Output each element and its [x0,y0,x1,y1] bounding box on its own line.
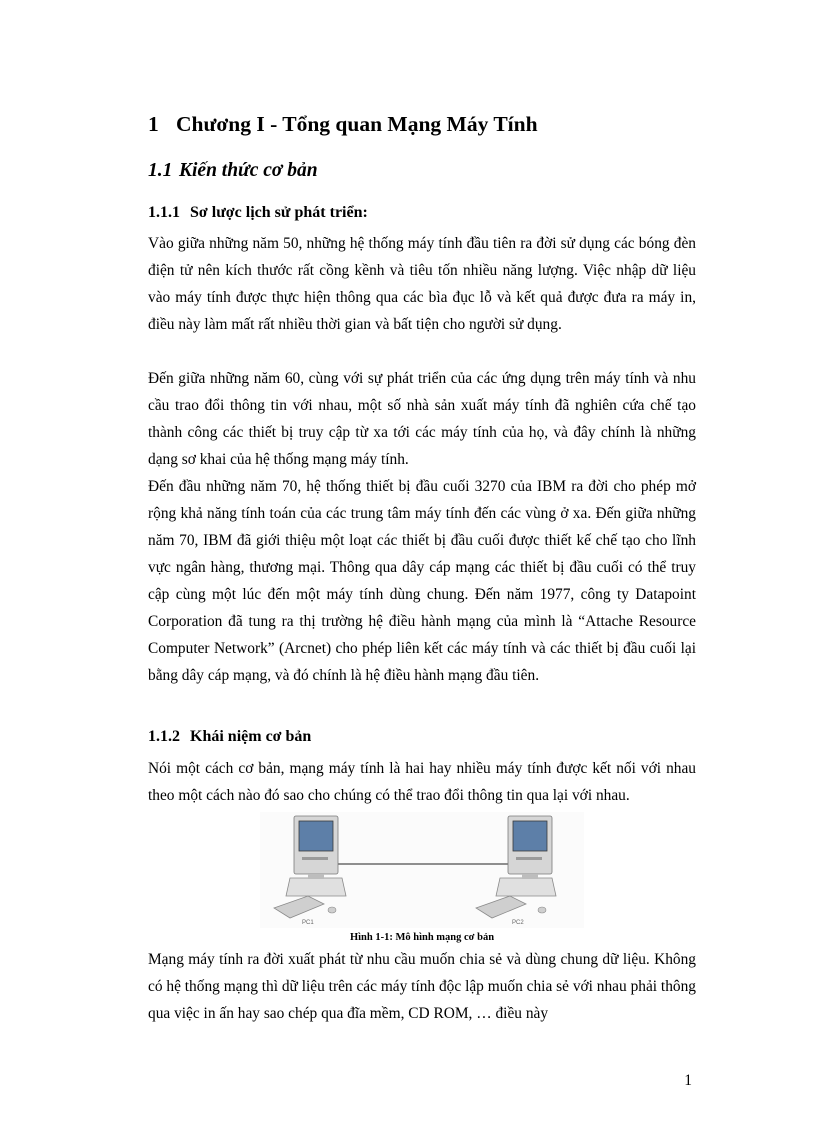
subsection-title: Khái niệm cơ bản [190,728,312,745]
network-diagram [260,812,584,928]
chapter-title: Chương I - Tổng quan Mạng Máy Tính [176,112,538,136]
subsection-number: 1.1.2 [148,728,180,745]
pc2-label: PC2 [512,920,524,926]
history-paragraph-3: Đến đầu những năm 70, hệ thống thiết bị đầu cuối 3270 của IBM ra đời cho phép mở rộng khả năng tính toán của các trung tâm máy tính đến các vùng ở xa. Đến giữa những năm 70, IBM đã giới thiệu một loạt các thiết bị đầu cuối được thiết kế chế tạo cho lĩnh vực ngân hàng, thương mại. Thông qua dây cáp mạng các thiết bị đầu cuối có thể truy cập cùng một lúc đến một máy tính dùng chung. Đến năm 1977, công ty Datapoint Corporation đã tung ra thị trường hệ điều hành mạng của mình là “Attache Resource Computer Network” (Arcnet) cho phép liên kết các máy tính và các thiết bị đầu cuối lại bằng dây cáp mạng, và đó chính là hệ điều hành mạng đầu tiên. [148,478,696,684]
section-heading [148,160,318,182]
subsection-title: Sơ lược lịch sử phát triển: [190,204,368,221]
closing-paragraph: Mạng máy tính ra đời xuất phát từ nhu cầu muốn chia sẻ và dùng chung dữ liệu. Không có hệ thống mạng thì dữ liệu trên các máy tính độc lập muốn chia sẻ với nhau phải thông qua việc in ấn hay sao chép qua đĩa mềm, CD ROM, … điều này [148,951,696,1022]
concept-paragraph: Nói một cách cơ bản, mạng máy tính là hai hay nhiều máy tính được kết nối với nhau theo một cách nào đó sao cho chúng có thể trao đổi thông tin qua lại với nhau. [148,760,696,804]
page-number: 1 [684,1072,692,1089]
chapter-heading [148,112,538,137]
section-number: 1.1 [148,160,173,181]
chapter-number: 1 [148,112,159,136]
history-paragraph-2: Đến giữa những năm 60, cùng với sự phát triển của các ứng dụng trên máy tính và nhu cầu trao đổi thông tin với nhau, một số nhà sản xuất máy tính đã nghiên cứa chế tạo thành công các thiết bị truy cập từ xa tới các máy tính của họ, và đây chính là những dạng sơ khai của hệ thống mạng máy tính. [148,370,696,468]
history-paragraph-1: Vào giữa những năm 50, những hệ thống máy tính đầu tiên ra đời sử dụng các bóng đèn điện tử nên kích thước rất cồng kềnh và tiêu tốn nhiều năng lượng. Việc nhập dữ liệu vào máy tính được thực hiện thông qua các bìa đục lỗ và kết quả được đưa ra máy in, điều này làm mất rất nhiều thời gian và bất tiện cho người sử dụng. [148,235,696,333]
subsection-heading-concept [148,728,311,746]
pc1-label: PC1 [302,920,314,926]
section-title: Kiến thức cơ bản [179,160,318,181]
subsection-heading-history [148,204,368,222]
figure-caption: Hình 1-1: Mô hình mạng cơ bản [349,932,495,943]
subsection-number: 1.1.1 [148,204,180,221]
